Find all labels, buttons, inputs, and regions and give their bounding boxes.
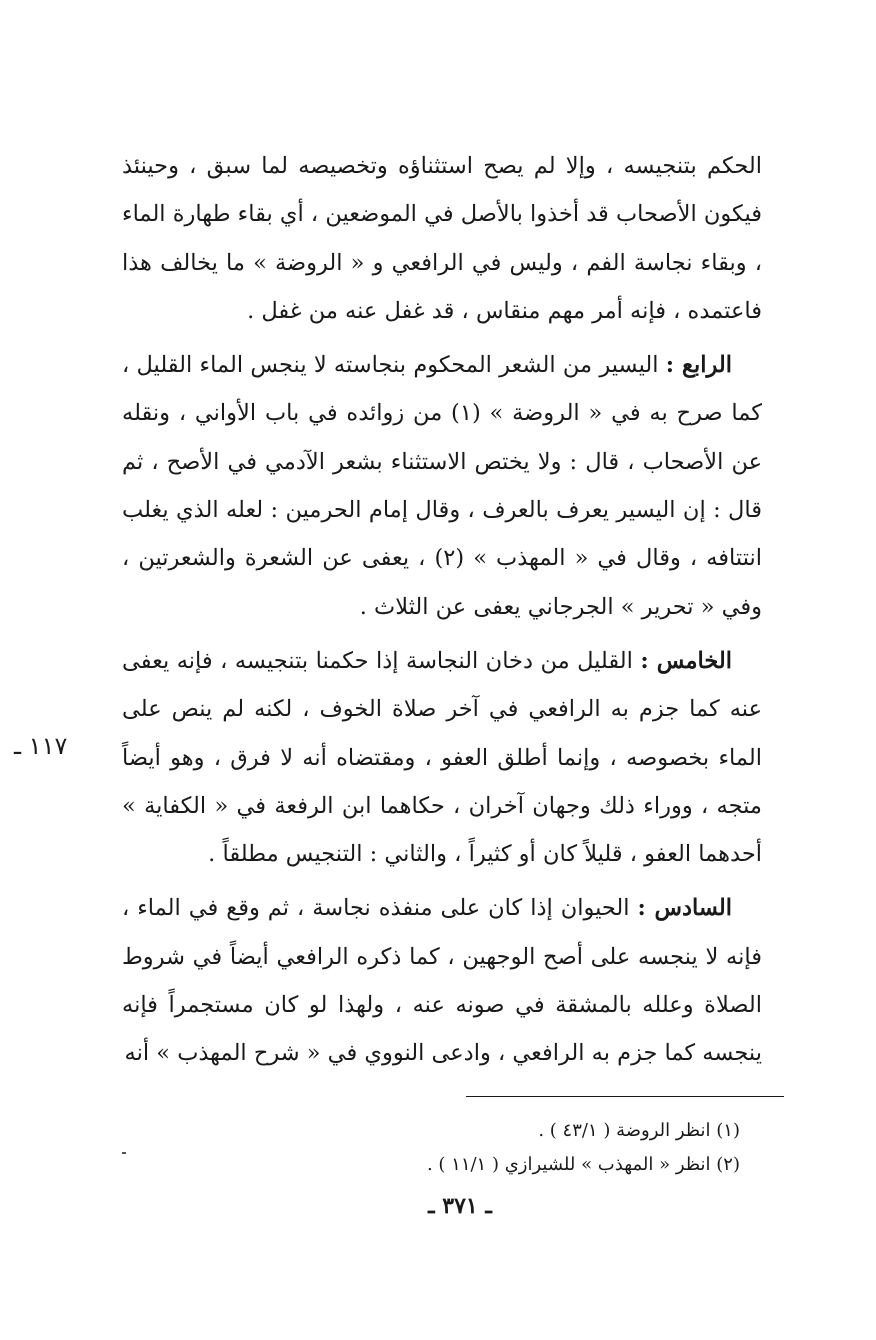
paragraph-heading: الرابع : xyxy=(665,352,732,379)
paragraph-text: الحكم بتنجيسه ، وإلا لم يصح استثناؤه وتخصيصه لما سبق ، وحينئذ فيكون الأصحاب قد أخذوا بالأصل في الموضعين ، أي بقاء طهارة الماء ، وبقاء نجاسة الفم ، وليس في الرافعي و « الروضة » ما يخالف هذا فاعتمده ، فإنه أمر مهم منقاس ، قد غفل عنه من غفل . xyxy=(122,153,762,324)
margin-reference-number: ١١٧ ـ xyxy=(14,732,68,760)
paragraph-fourth xyxy=(122,341,762,631)
paragraph-sixth xyxy=(122,884,762,1077)
footnote-2: (٢) انظر « المهذب » للشيرازي ( ١١/١ ) . xyxy=(426,1154,740,1175)
paragraph-text: القليل من دخان النجاسة إذا حكمنا بتنجيسه ، فإنه يعفى عنه كما جزم به الرافعي في آخر صلاة الخوف ، لكنه لم ينص على الماء بخصوصه ، وإنما أطلق العفو ، ومقتضاه أنه لا فرق ، وهو أيضاً متجه ، ووراء ذلك وجهان آخران ، حكاهما ابن الرفعة في « الكفاية » أحدهما العفو ، قليلاً كان أو كثيراً ، والثاني : التنجيس مطلقاً . xyxy=(122,647,762,868)
footnotes-block xyxy=(360,1114,740,1182)
scan-speck xyxy=(122,1152,126,1154)
footnote-divider xyxy=(466,1096,784,1097)
footnote-1: (١) انظر الروضة ( ٤٣/١ ) . xyxy=(538,1120,740,1141)
paragraph-continuation xyxy=(122,142,762,335)
paragraph-text: الحيوان إذا كان على منفذه نجاسة ، ثم وقع في الماء ، فإنه لا ينجسه على أصح الوجهين ، كما ذكره الرافعي أيضاً في شروط الصلاة وعلله بالمشقة في صونه عنه ، ولهذا لو كان مستجمراً فإنه ينجسه كما جزم به الرافعي ، وادعى النووي في « شرح المهذب » أنه xyxy=(122,895,762,1067)
paragraph-text: اليسير من الشعر المحكوم بنجاسته لا ينجس الماء القليل ، كما صرح به في « الروضة » (١) من زوائده في باب الأواني ، ونقله عن الأصحاب ، قال : ولا يختص الاستثناء بشعر الآدمي في الأصح ، ثم قال : إن اليسير يعرف بالعرف ، وقال إمام الحرمين : لعله الذي يغلب انتتافه ، وقال في « المهذب » (٢) ، يعفى عن الشعرة والشعرتين ، وفي « تحرير » الجرجاني يعفى عن الثلاث . xyxy=(122,352,763,620)
paragraph-fifth xyxy=(122,637,762,878)
paragraph-heading: السادس : xyxy=(637,895,732,922)
page-number: ـ ٣٧١ ـ xyxy=(428,1193,492,1219)
main-text-block xyxy=(122,142,762,1084)
paragraph-heading: الخامس : xyxy=(640,647,732,674)
